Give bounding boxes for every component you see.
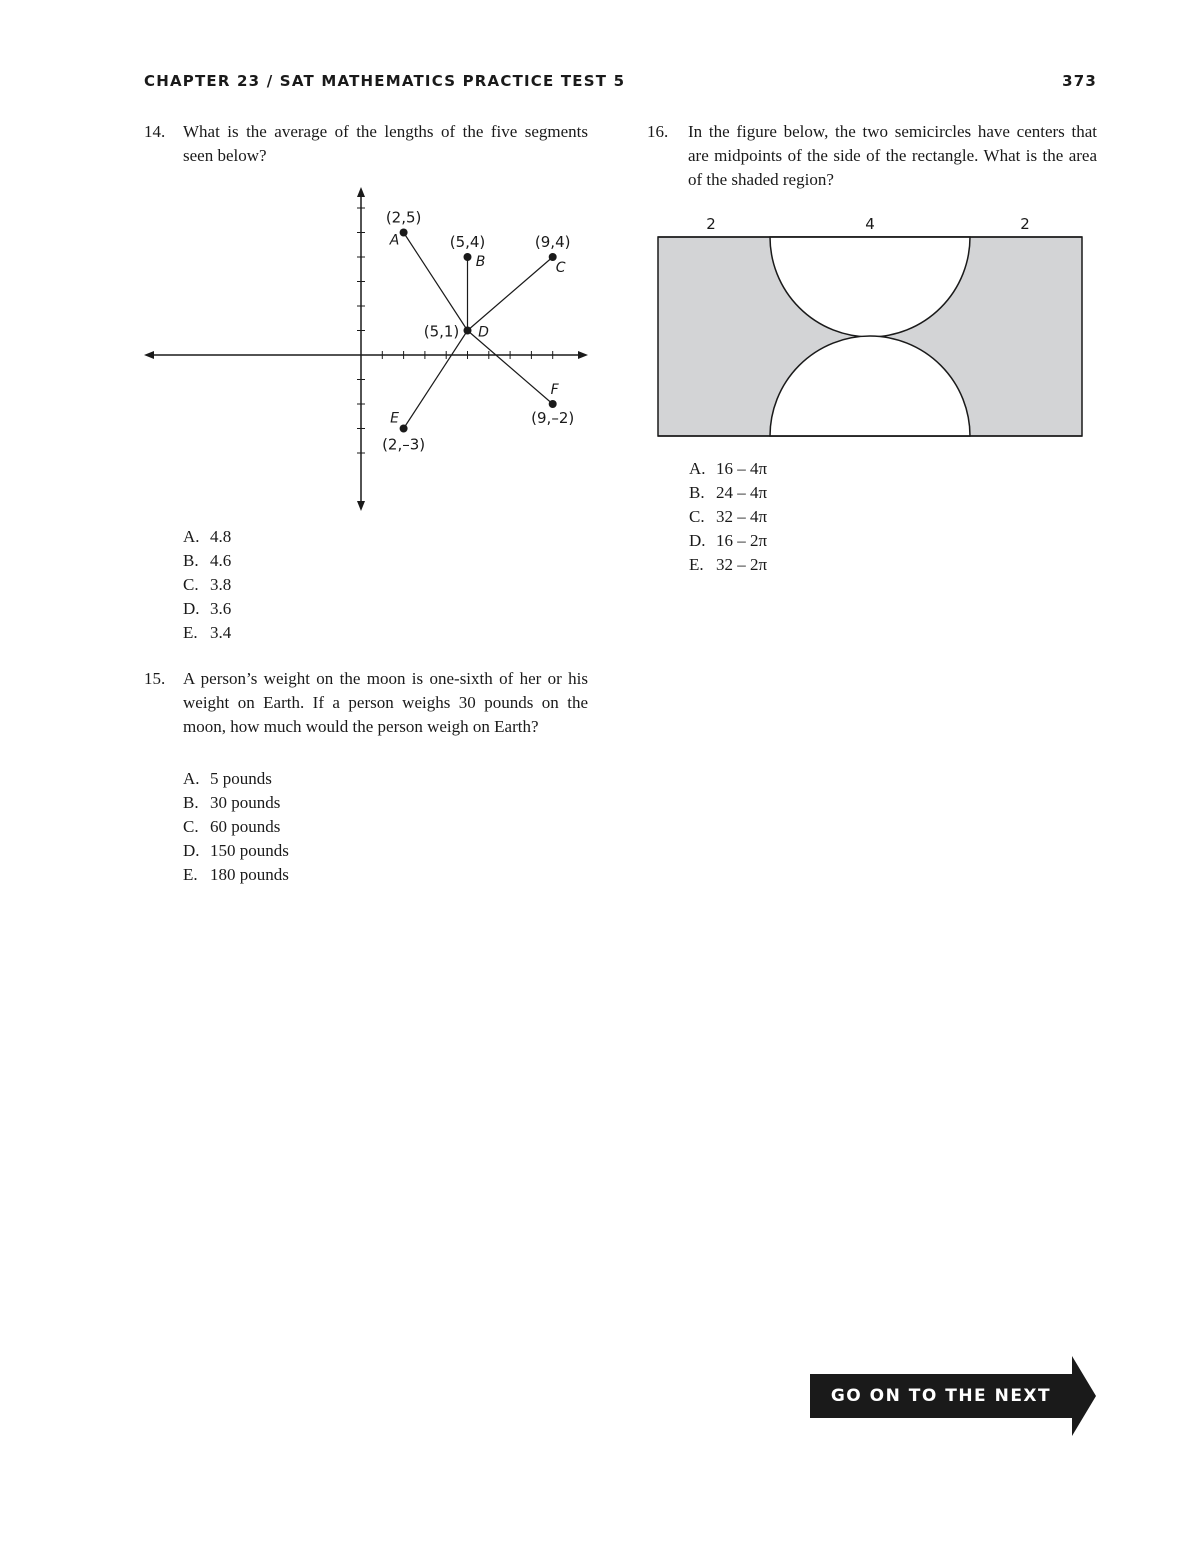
choice-text: 3.8 [210,575,232,594]
choice-letter: A. [183,527,200,546]
choice-c[interactable] [183,815,289,839]
y-axis-arrow-down [357,501,365,511]
choice-c[interactable] [183,573,231,597]
choice-letter: D. [183,841,200,860]
question-text: What is the average of the lengths of the five segments seen below? [183,122,588,165]
choice-e[interactable] [183,863,289,887]
point-label: E [390,410,400,427]
choice-text: 30 pounds [210,793,281,812]
choice-text: 3.4 [210,623,232,642]
choice-letter: B. [183,793,199,812]
coordinate-label: (9,–2) [531,409,575,427]
choice-text: 4.8 [210,527,232,546]
coordinate-label: (9,4) [534,233,571,251]
choice-e[interactable] [689,553,767,577]
choice-b[interactable] [689,481,767,505]
choice-text: 5 pounds [210,769,272,788]
dimension-label: 4 [865,215,875,233]
point-label: B [475,254,486,270]
question-text: A person’s weight on the moon is one-sixth of her or his weight on Earth. If a person weighs 30 pounds on the moon, how much would the person weigh on Earth? [183,669,588,736]
coordinate-label: (2,–3) [382,435,426,454]
choice-b[interactable] [183,791,289,815]
point-b [464,253,472,261]
question-number: 15. [144,669,166,688]
point-e [400,425,408,433]
choice-text: 32 – 2π [716,555,768,574]
choice-text: 150 pounds [210,841,289,860]
rectangle-semicircles-figure [650,208,1090,443]
choice-text: 4.6 [210,551,232,570]
choice-text: 16 – 4π [716,459,768,478]
choice-letter: C. [183,575,199,594]
choices-14 [183,525,231,645]
next-page-banner[interactable] [810,1356,1096,1442]
choice-e[interactable] [183,621,231,645]
choice-d[interactable] [183,839,289,863]
choice-text: 16 – 2π [716,531,768,550]
x-axis-arrow-right [578,351,588,359]
choice-a[interactable] [183,525,231,549]
point-label: A [389,232,400,249]
point-d [464,327,472,335]
dimension-label: 2 [706,215,716,233]
point-f [549,400,557,408]
choice-letter: B. [689,483,705,502]
choice-letter: E. [689,555,704,574]
choice-letter: A. [689,459,706,478]
chapter-title: CHAPTER 23 / SAT MATHEMATICS PRACTICE TEST 5 [144,72,626,90]
choice-c[interactable] [689,505,767,529]
page-number: 373 [1062,72,1097,90]
choice-text: 32 – 4π [716,507,768,526]
point-label: D [478,324,489,341]
choice-text: 24 – 4π [716,483,768,502]
coordinate-label: (5,1) [423,322,460,341]
choice-text: 180 pounds [210,865,289,884]
question-number: 14. [144,122,166,141]
choice-letter: D. [183,599,200,618]
point-label: F [550,382,559,398]
choice-letter: B. [183,551,199,570]
coordinate-label: (5,4) [449,233,486,251]
coordinate-plane-figure [140,185,600,515]
choice-letter: E. [183,623,198,642]
choices-16 [689,457,767,577]
choice-b[interactable] [183,549,231,573]
choice-letter: A. [183,769,200,788]
segment-ed [404,331,468,429]
point-a [400,229,408,237]
question-text: In the figure below, the two semicircles have centers that are midpoints of the side of the rectangle. What is the area of the shaded region? [688,122,1097,189]
choice-d[interactable] [689,529,767,553]
choice-letter: D. [689,531,706,550]
choice-letter: C. [183,817,199,836]
next-page-label: GO ON TO THE NEXT PAGE [830,1386,1052,1442]
choice-letter: C. [689,507,705,526]
x-axis-arrow-left [144,351,154,359]
segment-fd [468,331,553,405]
y-axis-arrow-up [357,187,365,197]
choice-a[interactable] [689,457,767,481]
dimension-label: 2 [1020,215,1030,233]
choice-letter: E. [183,865,198,884]
point-label: C [555,260,566,276]
axes [144,187,588,511]
choice-text: 3.6 [210,599,232,618]
choice-d[interactable] [183,597,231,621]
coordinate-label: (2,5) [385,208,422,227]
choice-text: 60 pounds [210,817,281,836]
choices-15 [183,767,289,887]
question-number: 16. [647,122,669,141]
page-header [144,72,1097,90]
choice-a[interactable] [183,767,289,791]
